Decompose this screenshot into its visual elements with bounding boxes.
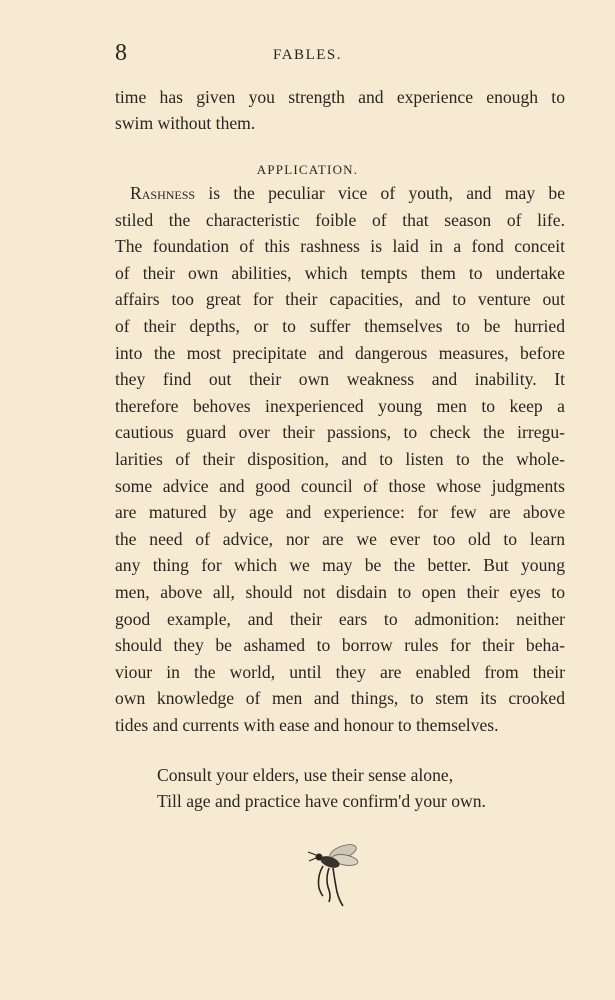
text-line: therefore behoves inexperienced young men to keep a (115, 395, 565, 416)
text-line: cautious guard over their passions, to check the irregu- (115, 422, 565, 443)
verse-line: Till age and practice have confirm'd your own. (157, 791, 486, 811)
verse-line: Consult your elders, use their sense alone, (157, 765, 454, 785)
text-line: the need of advice, nor are we ever too old to learn (115, 528, 565, 549)
text-line: of their depths, or to suffer themselves to be hurried (115, 316, 565, 336)
text-line: any thing for which we may be the better. But young (115, 555, 565, 576)
text-line: stiled the characteristic foible of that season of life. (115, 209, 565, 230)
running-title: FABLES. (273, 47, 342, 63)
text-line: tides and currents with ease and honour to themselves. (115, 715, 499, 735)
text-line: time has given you strength and experience enough to (115, 87, 565, 107)
text-line: affairs too great for their capacities, and to venture out (115, 289, 565, 310)
text-line: men, above all, should not disdain to open their eyes to (115, 582, 565, 602)
text-line: are matured by age and experience: for few are above (115, 502, 565, 523)
text-line: they find out their own weakness and inability. It (115, 369, 565, 390)
text-line: good example, and their ears to admonition: neither (115, 608, 565, 629)
text-line: into the most precipitate and dangerous measures, before (115, 342, 565, 363)
text-line: should they be ashamed to borrow rules for their beha- (115, 635, 565, 656)
page-number: 8 (115, 40, 127, 66)
text-line: Rashness is the peculiar vice of youth, and may be (130, 183, 565, 203)
section-heading: APPLICATION. (256, 162, 359, 177)
text-line: own knowledge of men and things, to stem its crooked (115, 688, 565, 709)
text-line: swim without them. (115, 113, 256, 133)
text-line: larities of their disposition, and to listen to the whole- (115, 449, 565, 469)
text-line: The foundation of this rashness is laid in a fond conceit (115, 236, 565, 257)
fly-ornament-icon (305, 840, 365, 910)
text-line: some advice and good council of those whose judgments (115, 475, 565, 496)
text-line: of their own abilities, which tempts them to undertake (115, 262, 565, 283)
text-line: viour in the world, until they are enabled from their (115, 661, 565, 682)
